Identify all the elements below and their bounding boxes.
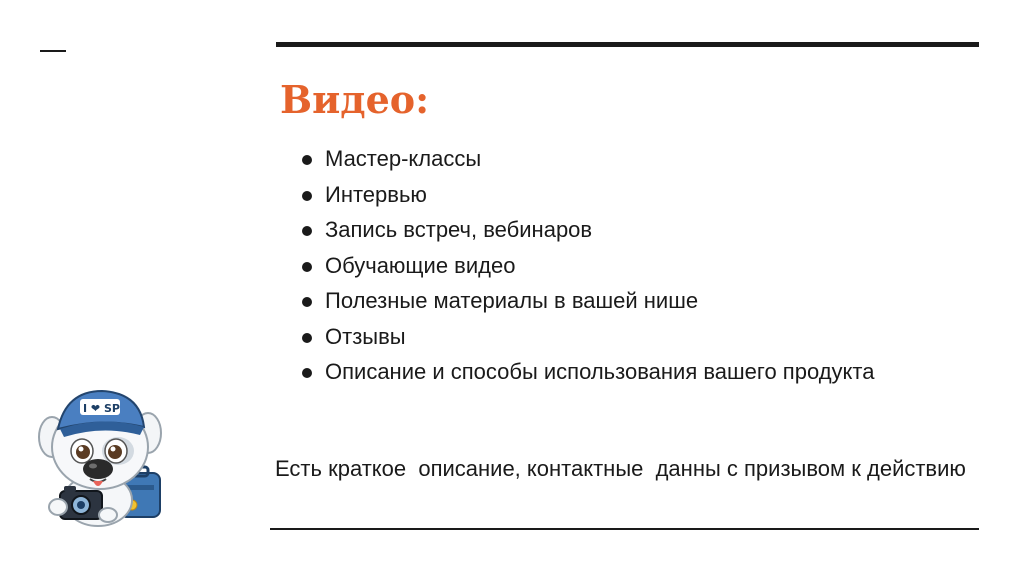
bullet-list [300, 141, 900, 390]
bullet-dot-icon [302, 262, 312, 272]
bullet-dot-icon [302, 191, 312, 201]
dog-mascot-icon [36, 385, 166, 530]
bullet-dot-icon [302, 297, 312, 307]
bottom-rule [270, 528, 979, 530]
mascot-cap-text: I ❤ SP [83, 402, 120, 415]
bullet-item [300, 141, 900, 177]
slide-title: Видео: [280, 77, 430, 122]
bullet-item [300, 248, 900, 284]
bullet-text: Мастер-классы [325, 146, 482, 171]
bullet-item [300, 354, 900, 390]
bullet-text: Интервью [325, 181, 427, 207]
bullet-dot-icon [302, 155, 312, 165]
bullet-item [300, 177, 900, 213]
bullet-text: Полезные материалы в вашей нише [325, 288, 699, 313]
bullet-item [300, 319, 900, 355]
bullet-item [300, 283, 900, 319]
bullet-item [300, 212, 900, 248]
bullet-text: Описание и способы использования вашего продукта [325, 359, 875, 384]
top-rule [276, 42, 979, 47]
bullet-text: Отзывы [325, 323, 406, 349]
bullet-dot-icon [302, 226, 312, 236]
corner-dash [40, 50, 66, 52]
bullet-dot-icon [302, 368, 312, 378]
bullet-dot-icon [302, 333, 312, 343]
summary-text: Есть краткое описание, контактные данны с призывом к действию [275, 456, 966, 481]
bullet-text: Обучающие видео [325, 252, 516, 278]
bullet-text: Запись встреч, вебинаров [325, 217, 593, 242]
